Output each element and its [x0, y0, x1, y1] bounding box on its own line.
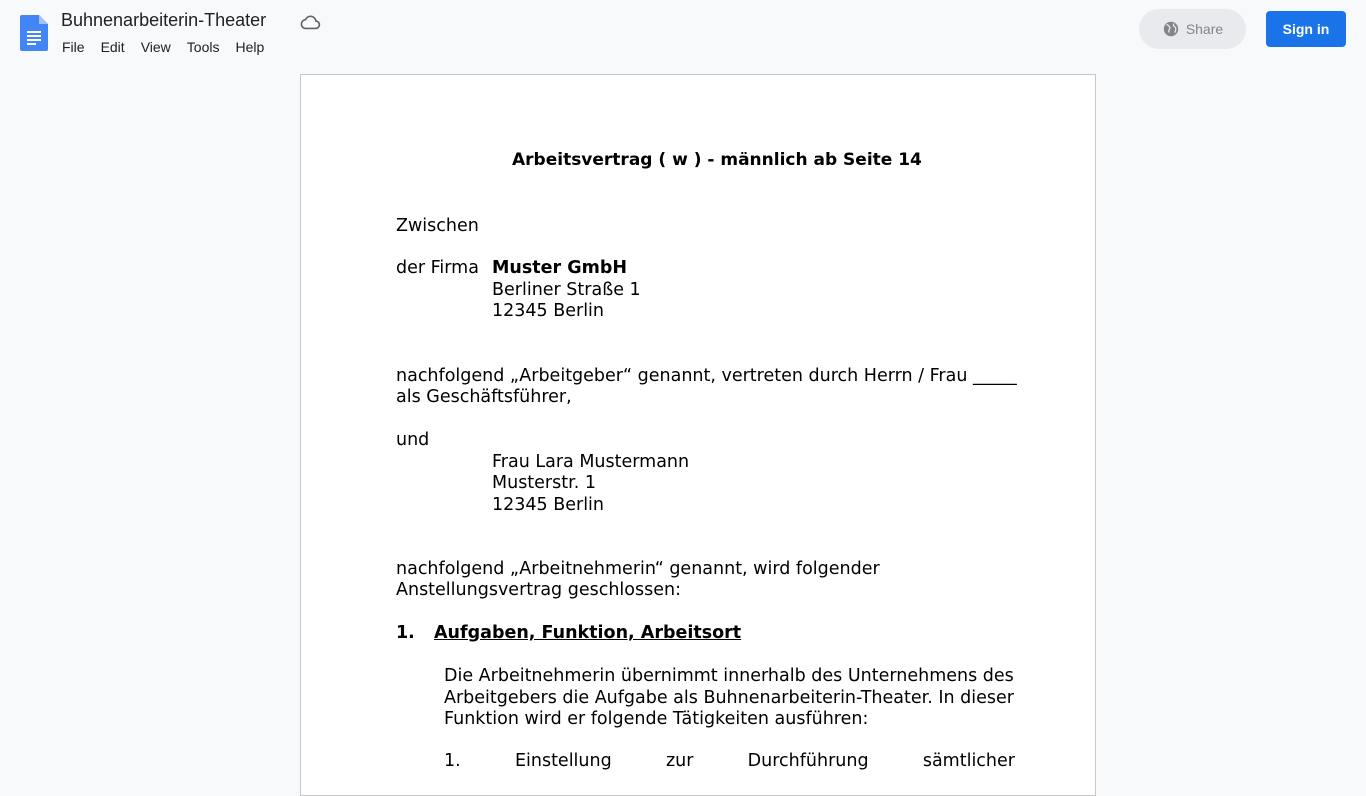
share-button[interactable] — [1139, 9, 1246, 49]
employee-description-line2: Anstellungsvertrag geschlossen: — [396, 580, 681, 600]
text-zwischen: Zwischen — [396, 216, 479, 236]
menu-view[interactable]: View — [140, 39, 171, 55]
employee-street: Musterstr. 1 — [492, 473, 596, 493]
menu-bar — [54, 36, 272, 58]
document-heading: Arbeitsvertrag ( w ) - männlich ab Seite 14 — [512, 150, 922, 170]
employer-description-line2: als Geschäftsführer, — [396, 387, 572, 407]
list-item-word: sämtlicher — [922, 751, 1015, 771]
section-1-number: 1. — [396, 623, 415, 643]
menu-tools[interactable]: Tools — [186, 39, 220, 55]
docs-logo-icon[interactable] — [20, 15, 48, 51]
employee-name: Frau Lara Mustermann — [492, 452, 690, 472]
share-label: Share — [1185, 21, 1224, 37]
menu-file[interactable]: File — [62, 39, 85, 55]
paragraph-1-line2: Arbeitgebers die Aufgabe als Buhnenarbeiterin-Theater. In dieser — [444, 688, 1014, 708]
text-firma-label: der Firma — [396, 258, 479, 278]
top-bar — [0, 0, 1366, 64]
paragraph-1-line3: Funktion wird er folgende Tätigkeiten ausführen: — [444, 709, 869, 729]
list-item-word: Durchführung — [747, 751, 869, 771]
employer-description-line1: nachfolgend „Arbeitgeber“ genannt, vertreten durch Herrn / Frau _____ — [396, 366, 1017, 386]
menu-edit[interactable]: Edit — [100, 39, 125, 55]
section-1-heading: Aufgaben, Funktion, Arbeitsort — [434, 623, 742, 643]
paragraph-1-line1: Die Arbeitnehmerin übernimmt innerhalb des Unternehmens des — [444, 666, 1014, 686]
cloud-status-icon[interactable] — [299, 12, 321, 32]
text-und: und — [396, 430, 430, 450]
document-title[interactable]: Buhnenarbeiterin-Theater — [61, 10, 267, 30]
list-item-word: Einstellung — [514, 751, 612, 771]
employer-street: Berliner Straße 1 — [492, 280, 641, 300]
list-item-word: 1. — [444, 751, 461, 771]
list-item-1 — [444, 751, 1015, 773]
globe-icon — [1162, 20, 1180, 38]
employee-city: 12345 Berlin — [492, 495, 605, 515]
menu-help[interactable]: Help — [235, 39, 265, 55]
employer-city: 12345 Berlin — [492, 301, 605, 321]
employee-description-line1: nachfolgend „Arbeitnehmerin“ genannt, wird folgender — [396, 559, 880, 579]
employer-name: Muster GmbH — [492, 258, 628, 278]
document-page[interactable] — [300, 74, 1096, 796]
sign-in-button[interactable]: Sign in — [1266, 11, 1346, 47]
list-item-word: zur — [665, 751, 694, 771]
